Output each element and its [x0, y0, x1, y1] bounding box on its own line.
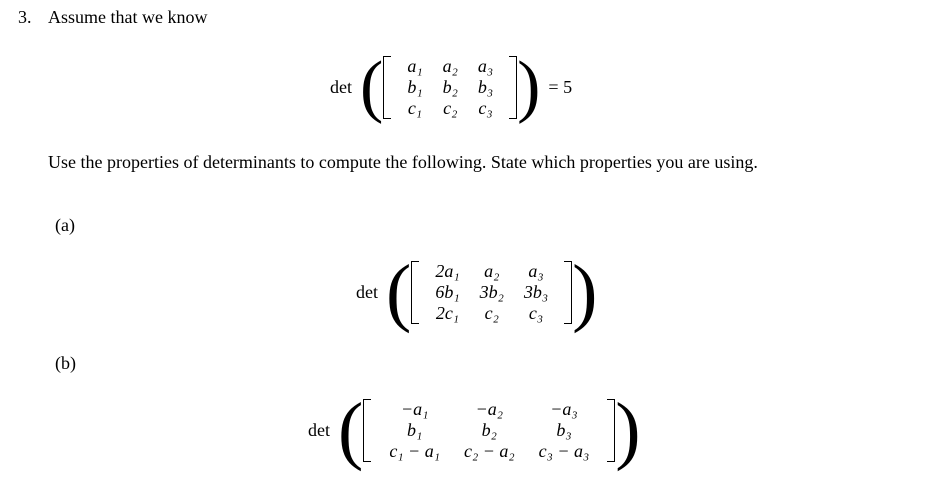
matrix-cell: c₃ − a₃ [538, 440, 590, 461]
matrix-cell: 2a₁ [435, 260, 460, 281]
matrix-cell: a₁ [407, 55, 423, 76]
det-label: det [356, 281, 378, 302]
matrix-cell: a₃ [528, 260, 544, 281]
left-paren: ( [386, 250, 412, 334]
left-bracket [383, 56, 391, 119]
matrix-cell: c₁ − a₁ [389, 440, 440, 461]
matrix-cell: −a₂ [475, 398, 503, 419]
matrix-table [377, 399, 601, 462]
matrix-cell: −a₁ [400, 398, 429, 419]
matrix-cell: a₃ [477, 55, 494, 76]
instructions: Use the properties of determinants to compute the following. State which properties you are using. [48, 152, 758, 172]
matrix-cell: 2c₁ [435, 302, 460, 323]
matrix-cell: c₃ [528, 302, 544, 323]
matrix-cell: c₂ [443, 97, 458, 118]
problem-intro: Assume that we know [48, 7, 208, 27]
part-a-matrix [411, 261, 572, 324]
matrix-cell: −a₃ [550, 398, 578, 419]
matrix-cell: b₂ [481, 419, 497, 440]
equals-value: = 5 [548, 76, 573, 97]
part-b-label: (b) [55, 353, 76, 373]
matrix-cell: c₃ [478, 97, 493, 118]
right-paren: ) [572, 250, 598, 334]
right-bracket [607, 399, 615, 462]
part-b-matrix [363, 399, 615, 462]
matrix-cell: b₁ [407, 419, 423, 440]
matrix-cell: 3b₃ [523, 281, 549, 302]
matrix-table [425, 261, 558, 324]
left-paren: ( [360, 48, 384, 125]
det-label: det [330, 76, 352, 97]
part-a-label: (a) [55, 215, 75, 235]
part-b-equation [308, 388, 641, 472]
right-bracket [509, 56, 517, 119]
part-a-equation [356, 250, 598, 334]
right-bracket [564, 261, 572, 324]
right-paren: ) [517, 48, 541, 125]
matrix-cell: 3b₂ [479, 281, 504, 302]
left-paren: ( [338, 388, 364, 472]
problem-number: 3. [18, 7, 32, 27]
matrix-cell: c₂ [484, 302, 499, 323]
det-label: det [308, 419, 330, 440]
left-bracket [363, 399, 371, 462]
matrix-table [397, 56, 503, 119]
matrix-cell: c₂ − a₂ [463, 440, 515, 461]
given-matrix [383, 56, 517, 119]
left-bracket [411, 261, 419, 324]
matrix-cell: a₂ [484, 260, 500, 281]
matrix-cell: b₁ [407, 76, 423, 97]
right-paren: ) [615, 388, 641, 472]
matrix-cell: b₂ [442, 76, 458, 97]
matrix-cell: b₃ [556, 419, 572, 440]
matrix-cell: b₃ [477, 76, 494, 97]
matrix-cell: a₂ [442, 55, 458, 76]
matrix-cell: 6b₁ [435, 281, 460, 302]
given-equation [330, 48, 573, 125]
matrix-cell: c₁ [407, 97, 423, 118]
